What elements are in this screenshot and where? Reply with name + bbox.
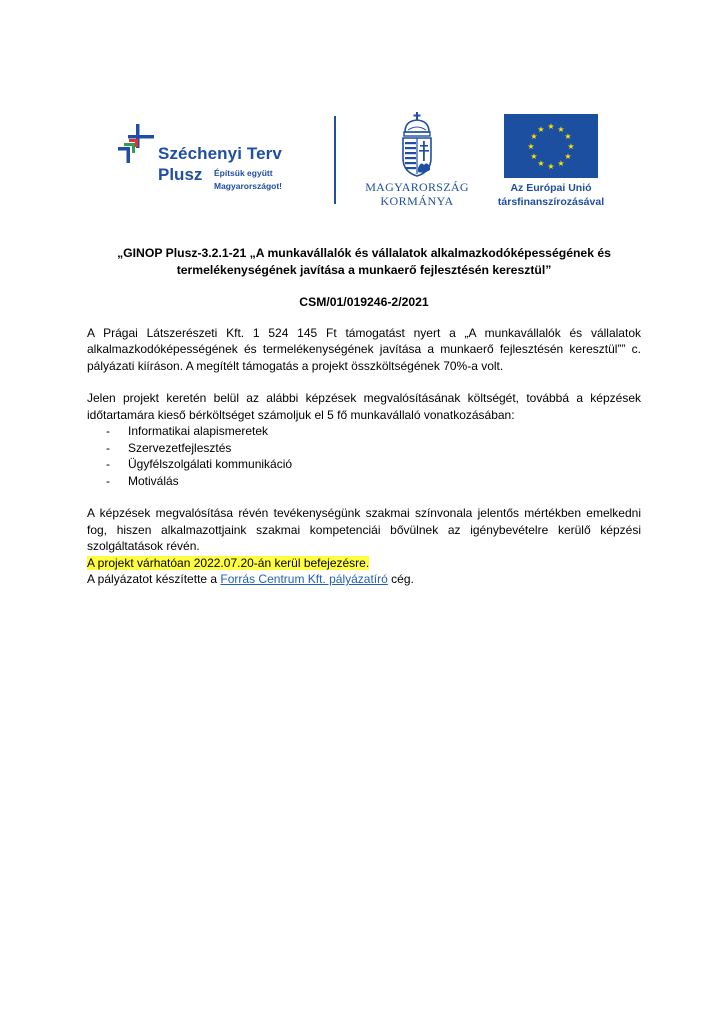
dash-bullet: - [106,440,110,455]
header-logos [0,112,724,212]
svg-text:★: ★ [557,125,565,134]
hungarian-coat-of-arms-icon [397,112,437,178]
logo-divider [334,116,336,204]
eu-cofinancing-logo [497,112,620,212]
szechenyi-plus: Plusz [158,165,203,184]
list-item [87,456,641,473]
szechenyi-cross-icon [116,122,160,166]
training-label: Ügyfélszolgálati kommunikáció [128,457,293,471]
szechenyi-terv-plusz-logo [116,122,316,202]
szechenyi-title: Széchenyi Terv [158,144,282,163]
list-item [87,423,641,440]
spacer [87,374,641,390]
training-label: Motiválás [128,473,179,488]
forras-centrum-link[interactable]: Forrás Centrum Kft. pályázatíró [220,572,388,586]
svg-text:★: ★ [557,159,565,168]
dash-bullet: - [106,473,110,488]
paragraph-funding: A Prágai Látszerészeti Kft. 1 524 145 Ft támogatást nyert a „A munkavállalók és vállalatok alkalmazkodóképességének és termelékenységének javítása a munkaerő fejlesztésén keresztül”” c. pályázati kiíráson. A megítélt támogatás a projekt összköltségének 70%-a volt. [87,325,641,373]
svg-text:★: ★ [537,159,545,168]
svg-text:★: ★ [530,152,538,161]
svg-text:★: ★ [564,152,572,161]
government-line-2: KORMÁNYA [380,194,454,208]
paragraph-project-scope: Jelen projekt keretén belül az alábbi képzések megvalósításának költségét, továbbá a képzések időtartamára kieső bérköltséget számoljuk el 5 fő munkavállaló vonatkozásában: [87,391,641,422]
eu-flag-icon [504,114,598,178]
svg-text:★: ★ [547,162,555,171]
dash-bullet: - [106,424,110,438]
svg-text:★: ★ [564,132,572,141]
document-title: „GINOP Plusz-3.2.1-21 „A munkavállalók és vállalatok alkalmazkodóképességének és termelékenységének javítása a munkaerő fejlesztésén keresztül” [117,246,611,277]
list-item [87,473,641,490]
paragraph-benefits: A képzések megvalósítása révén tevékenységünk szakmai színvonala jelentős mértékben emelkedni fog, hiszen alkalmazottjaink szakmai kompetenciái bővülnek az igénybevételre kerülő képzési szolgáltatások révén. [87,506,641,553]
eu-line-1: Az Európai Unió [510,182,592,194]
spacer [87,489,641,505]
credit-suffix: cég. [387,572,414,586]
training-label: Informatikai alapismeretek [128,424,269,438]
credit-prefix: A pályázatot készítette a [87,572,221,586]
government-line-1: MAGYARORSZÁG [365,180,469,194]
training-label: Szervezetfejlesztés [128,440,232,455]
svg-text:★: ★ [547,122,555,131]
svg-text:★: ★ [567,142,575,151]
szechenyi-tagline-2: Magyarországot! [214,181,283,191]
svg-text:★: ★ [530,132,538,141]
document-body [87,245,641,588]
eu-line-2: társfinanszírozásával [497,196,605,208]
svg-text:★: ★ [537,125,545,134]
reference-code: CSM/01/019246-2/2021 [299,295,429,309]
dash-bullet: - [106,457,110,471]
highlighted-completion-date: A projekt várhatóan 2022.07.20-án kerül befejezésre. [87,555,370,570]
list-item [87,440,641,457]
credit-line [87,571,641,588]
svg-text:★: ★ [527,142,535,151]
completion-line [87,555,641,572]
training-list [87,423,641,489]
hungarian-government-logo [352,112,482,212]
szechenyi-tagline-1: Építsük együtt [214,168,273,178]
